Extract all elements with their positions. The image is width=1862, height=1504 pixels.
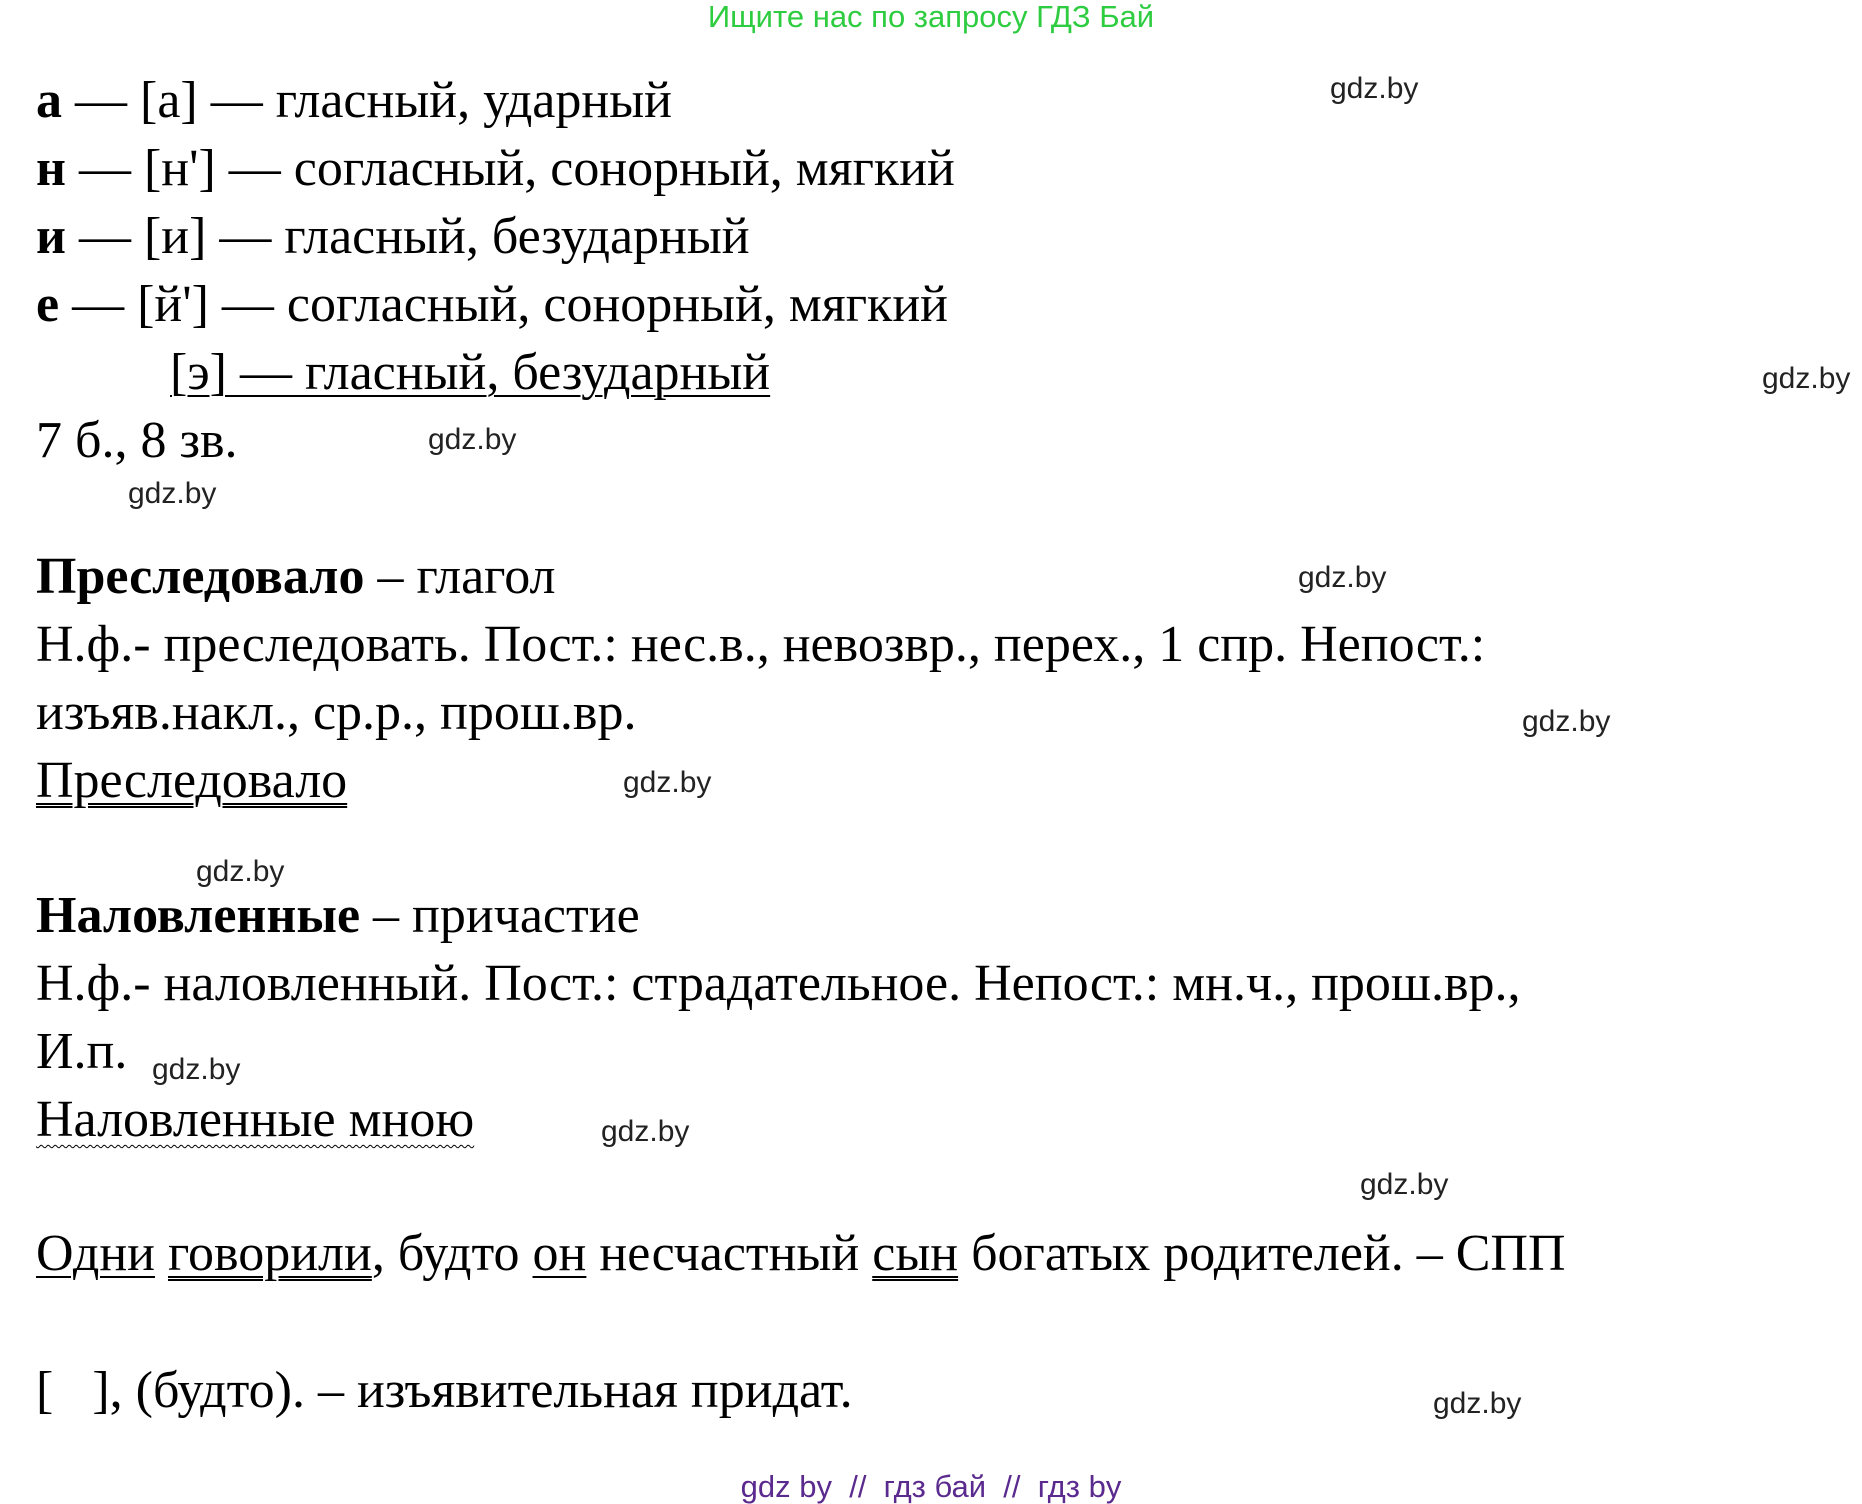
predicate: говорили [167, 1225, 372, 1282]
participle-features-1: Н.ф.- наловленный. Пост.: страдательное. Непост.: мн.ч., прош.вр., [36, 955, 1521, 1012]
description: — [и] — гласный, безударный [65, 208, 750, 265]
description: — [й'] — согласный, сонорный, мягкий [59, 276, 948, 333]
letter: и [36, 208, 66, 265]
subject: Одни [36, 1225, 155, 1282]
participle-example: Наловленные мною [36, 1091, 475, 1148]
predicate: сын [872, 1225, 959, 1282]
verb-word: Преследовало [36, 548, 365, 605]
verb-heading [36, 546, 555, 608]
description: — [н'] — согласный, сонорный, мягкий [65, 140, 955, 197]
phonetic-line-e-extra [36, 342, 770, 404]
watermark: gdz.by [623, 766, 712, 799]
participle-features-2: И.п. [36, 1023, 128, 1080]
letter: н [36, 140, 66, 197]
footer-links[interactable]: gdz by // гдз бай // гдз by [740, 1469, 1122, 1504]
watermark: gdz.by [152, 1053, 241, 1086]
letter: е [36, 276, 60, 333]
sentence-text: , будто [371, 1225, 533, 1282]
letter-sound-count: 7 б., 8 зв. [36, 412, 238, 469]
watermark: gdz.by [1522, 705, 1611, 738]
top-banner[interactable]: Ищите нас по запросу ГДЗ Бай [707, 0, 1155, 34]
subject: он [532, 1225, 587, 1282]
watermark: gdz.by [1762, 362, 1851, 395]
sentence [36, 1223, 1566, 1285]
participle-heading [36, 885, 640, 947]
watermark: gdz.by [128, 477, 217, 510]
verb-example: Преследовало [36, 752, 348, 809]
participle-pos: – причастие [360, 887, 640, 944]
participle-word: Наловленные [36, 887, 361, 944]
verb-features-1: Н.ф.- преследовать. Пост.: нес.в., невозвр., перех., 1 спр. Непост.: [36, 616, 1486, 673]
verb-features-2: изъяв.накл., ср.р., прош.вр. [36, 684, 637, 741]
watermark: gdz.by [1330, 72, 1419, 105]
phonetic-line-i [36, 206, 750, 268]
sentence-text: богатых родителей. – СПП [958, 1225, 1566, 1282]
phonetic-line-a [36, 70, 672, 132]
watermark: gdz.by [428, 423, 517, 456]
description: [э] — гласный, безударный [170, 344, 771, 401]
phonetic-line-e [36, 274, 948, 336]
verb-pos: – глагол [364, 548, 556, 605]
watermark: gdz.by [1433, 1387, 1522, 1420]
description: — [а] — гласный, ударный [62, 72, 672, 129]
watermark: gdz.by [1360, 1168, 1449, 1201]
watermark: gdz.by [1298, 561, 1387, 594]
sentence-scheme: [ ], (будто). – изъявительная придат. [36, 1362, 853, 1419]
watermark: gdz.by [196, 855, 285, 888]
watermark: gdz.by [601, 1115, 690, 1148]
phonetic-line-n [36, 138, 955, 200]
letter: а [36, 72, 62, 129]
sentence-text: несчастный [586, 1225, 873, 1282]
